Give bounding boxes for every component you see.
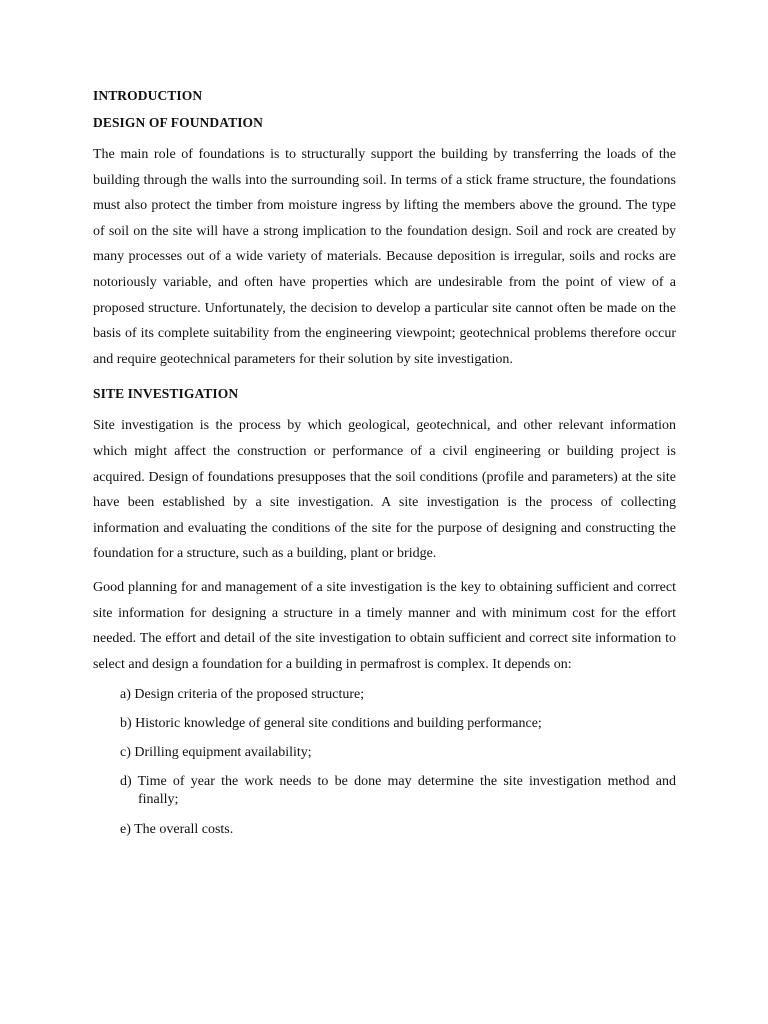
list-item: d) Time of year the work needs to be done may determine the site investigation method and finally; bbox=[120, 774, 676, 808]
heading-design-of-foundation: DESIGN OF FOUNDATION bbox=[93, 115, 264, 130]
heading-introduction: INTRODUCTION bbox=[93, 88, 203, 103]
dependency-list bbox=[93, 686, 676, 839]
heading-site-investigation: SITE INVESTIGATION bbox=[93, 386, 239, 402]
list-item: b) Historic knowledge of general site conditions and building performance; bbox=[120, 716, 542, 732]
paragraph-site-investigation-definition: Site investigation is the process by which geological, geotechnical, and other relevant information which might affect the construction or performance of a civil engineering or building project is acquired. Design of foundations presupposes that the soil conditions (profile and parameters) at the site have been established by a site investigation. A site investigation is the process of collecting information and evaluating the conditions of the site for the purpose of designing and constructing the foundation for a structure, such as a building, plant or bridge. bbox=[93, 418, 676, 562]
document-page bbox=[93, 86, 676, 850]
list-item: e) The overall costs. bbox=[120, 822, 234, 838]
paragraph-site-investigation-planning: Good planning for and management of a site investigation is the key to obtaining sufficient and correct site information for designing a structure in a timely manner and with minimum cost for the effort needed. The effort and detail of the site investigation to obtain sufficient and correct site information to select and design a foundation for a building in permafrost is complex. It depends on: bbox=[93, 579, 676, 672]
list-item: c) Drilling equipment availability; bbox=[120, 745, 312, 761]
paragraph-foundation-role: The main role of foundations is to structurally support the building by transferring the loads of the building through the walls into the surrounding soil. In terms of a stick frame structure, the foundations must also protect the timber from moisture ingress by lifting the members above the ground. The type of soil on the site will have a strong implication to the foundation design. Soil and rock are created by many processes out of a wide variety of materials. Because deposition is irregular, soils and rocks are notoriously variable, and often have properties which are undesirable from the point of view of a proposed structure. Unfortunately, the decision to develop a particular site cannot often be made on the basis of its complete suitability from the engineering viewpoint; geotechnical problems therefore occur and require geotechnical parameters for their solution by site investigation. bbox=[93, 147, 676, 367]
list-item: a) Design criteria of the proposed structure; bbox=[120, 687, 365, 703]
